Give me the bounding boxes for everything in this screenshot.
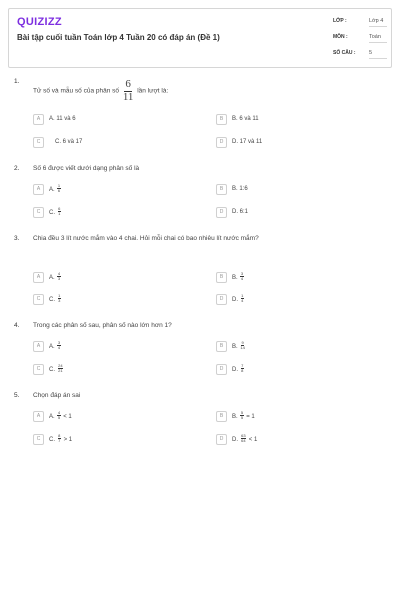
fraction-denominator: 4 [241, 298, 244, 303]
question-text: Chọn đáp án sai [33, 392, 81, 399]
option-text [49, 363, 64, 374]
option-letter: A [33, 184, 44, 195]
fraction [240, 411, 243, 420]
option-letter: C [33, 364, 44, 375]
option-prefix: C. [49, 367, 55, 374]
option-letter: C [33, 294, 44, 305]
question-text [33, 79, 168, 103]
fraction-denominator: 64 [241, 438, 246, 443]
option-text [232, 433, 258, 444]
fraction-denominator: 5 [240, 415, 244, 420]
option-letter: B [216, 114, 227, 125]
quizizz-logo: QUIZIZZ [17, 16, 62, 28]
fraction-denominator: 4 [57, 345, 61, 350]
option-prefix: D. [232, 367, 238, 374]
option-suffix: < 1 [63, 414, 72, 421]
option-letter: B [216, 341, 227, 352]
option-prefix: B. [232, 344, 238, 351]
question-text-before: Tử số và mẫu số của phân số [33, 87, 120, 95]
option-letter: B [216, 272, 227, 283]
fraction [240, 341, 244, 350]
option-text [49, 433, 73, 444]
option-letter: B [216, 184, 227, 195]
fraction [241, 294, 244, 303]
option-letter: D [216, 294, 227, 305]
option-letter: A [33, 341, 44, 352]
fraction [123, 79, 134, 103]
option-prefix: D. [232, 297, 238, 304]
fraction-denominator: 21 [58, 368, 63, 373]
fraction-numerator: 6 [125, 78, 131, 90]
fraction [57, 341, 60, 350]
fraction-denominator: 3 [57, 276, 61, 281]
fraction [58, 434, 61, 443]
option-text [232, 293, 245, 304]
question-text: Chia đều 3 lít nước mắm vào 4 chai. Hỏi mỗi chai có bao nhiêu lít nước mắm? [33, 235, 259, 242]
fraction [57, 411, 60, 420]
fraction [241, 364, 244, 373]
fraction-numerator: 8 [58, 433, 61, 438]
option-prefix: C. [49, 437, 55, 444]
option-text [232, 340, 246, 351]
option-text [49, 183, 62, 194]
fraction-denominator: 14 [240, 345, 245, 350]
option-text [49, 410, 72, 421]
option-prefix: C. [49, 210, 55, 217]
option-suffix: = 1 [246, 414, 255, 421]
option-text [49, 293, 62, 304]
option-text [232, 271, 245, 282]
fraction-numerator: 7 [241, 363, 244, 368]
meta-row-count [333, 47, 387, 63]
option-text [232, 363, 245, 374]
option-letter: A [33, 114, 44, 125]
question-number: 2. [14, 165, 20, 172]
option-letter: C [33, 207, 44, 218]
option-prefix: A. [49, 187, 55, 194]
fraction-numerator: 3 [240, 271, 244, 276]
fraction-numerator: 4 [57, 410, 61, 415]
fraction-denominator: 11 [122, 91, 134, 103]
fraction-denominator: 6 [57, 188, 61, 193]
fraction [58, 364, 63, 373]
option-letter: D [216, 364, 227, 375]
fraction [57, 272, 60, 281]
fraction [241, 434, 246, 443]
option-letter: B [216, 411, 227, 422]
worksheet-header [8, 8, 392, 68]
option-text: B. 1:6 [232, 186, 248, 192]
question-text: Số 6 được viết dưới dạng phân số là [33, 165, 140, 172]
fraction-denominator: 5 [57, 415, 61, 420]
option-text [49, 206, 62, 217]
option-prefix: A. [49, 275, 55, 282]
meta-label: MÔN : [333, 34, 348, 40]
option-text [232, 410, 255, 421]
fraction-numerator: 9 [241, 340, 244, 345]
fraction-denominator: 8 [241, 368, 244, 373]
question-text: Trong các phân số sau, phân số nào lớn hơn 1? [33, 322, 172, 329]
meta-label: SỐ CÂU : [333, 50, 356, 56]
fraction [240, 272, 243, 281]
fraction-denominator: 7 [58, 438, 61, 443]
option-prefix: C. [49, 297, 55, 304]
fraction-numerator: 6 [58, 206, 61, 211]
fraction-numerator: 4 [57, 271, 61, 276]
fraction-numerator: 1 [241, 293, 244, 298]
fraction [58, 294, 61, 303]
option-suffix: > 1 [63, 437, 73, 444]
meta-label: LỚP : [333, 18, 347, 24]
fraction [57, 184, 60, 193]
meta-row-subject [333, 31, 387, 47]
option-prefix: A. [49, 414, 55, 421]
option-prefix: B. [232, 275, 238, 282]
option-letter: D [216, 137, 227, 148]
fraction-numerator: 3 [57, 340, 61, 345]
option-suffix: < 1 [248, 437, 258, 444]
option-prefix: B. [232, 414, 238, 421]
fraction-denominator: 3 [58, 298, 61, 303]
fraction-numerator: 1 [58, 293, 61, 298]
option-text: D. 6:1 [232, 209, 249, 215]
option-letter: A [33, 411, 44, 422]
worksheet-meta [333, 15, 387, 63]
fraction [58, 207, 61, 216]
option-letter: D [216, 207, 227, 218]
fraction-numerator: 24 [58, 363, 63, 368]
question-text-after: lần lượt là: [137, 87, 169, 95]
meta-value: Lớp 4 [369, 18, 387, 27]
meta-value: Toán [369, 34, 387, 43]
fraction-numerator: 5 [240, 410, 244, 415]
option-letter: D [216, 434, 227, 445]
worksheet-title: Bài tập cuối tuần Toán lớp 4 Tuần 20 có đáp án (Đề 1) [17, 33, 220, 42]
fraction-numerator: 63 [241, 433, 246, 438]
option-text [49, 271, 62, 282]
question-number: 5. [14, 392, 20, 399]
fraction-denominator: 4 [240, 276, 244, 281]
option-letter: C [33, 434, 44, 445]
option-prefix: A. [49, 344, 55, 351]
option-text: C. 6 và 17 [55, 139, 83, 145]
question-number: 1. [14, 78, 20, 85]
meta-value: 5 [369, 50, 387, 59]
option-text: B. 6 và 11 [232, 116, 259, 122]
option-text: D. 17 và 11 [232, 139, 263, 145]
option-text [49, 340, 62, 351]
option-prefix: D. [232, 437, 238, 444]
fraction-numerator: 1 [57, 183, 61, 188]
fraction-denominator: 1 [58, 211, 61, 216]
option-letter: A [33, 272, 44, 283]
option-letter: C [33, 137, 44, 148]
question-number: 4. [14, 322, 20, 329]
meta-row-grade [333, 15, 387, 31]
option-text: A. 11 và 6 [49, 116, 76, 122]
question-number: 3. [14, 235, 20, 242]
